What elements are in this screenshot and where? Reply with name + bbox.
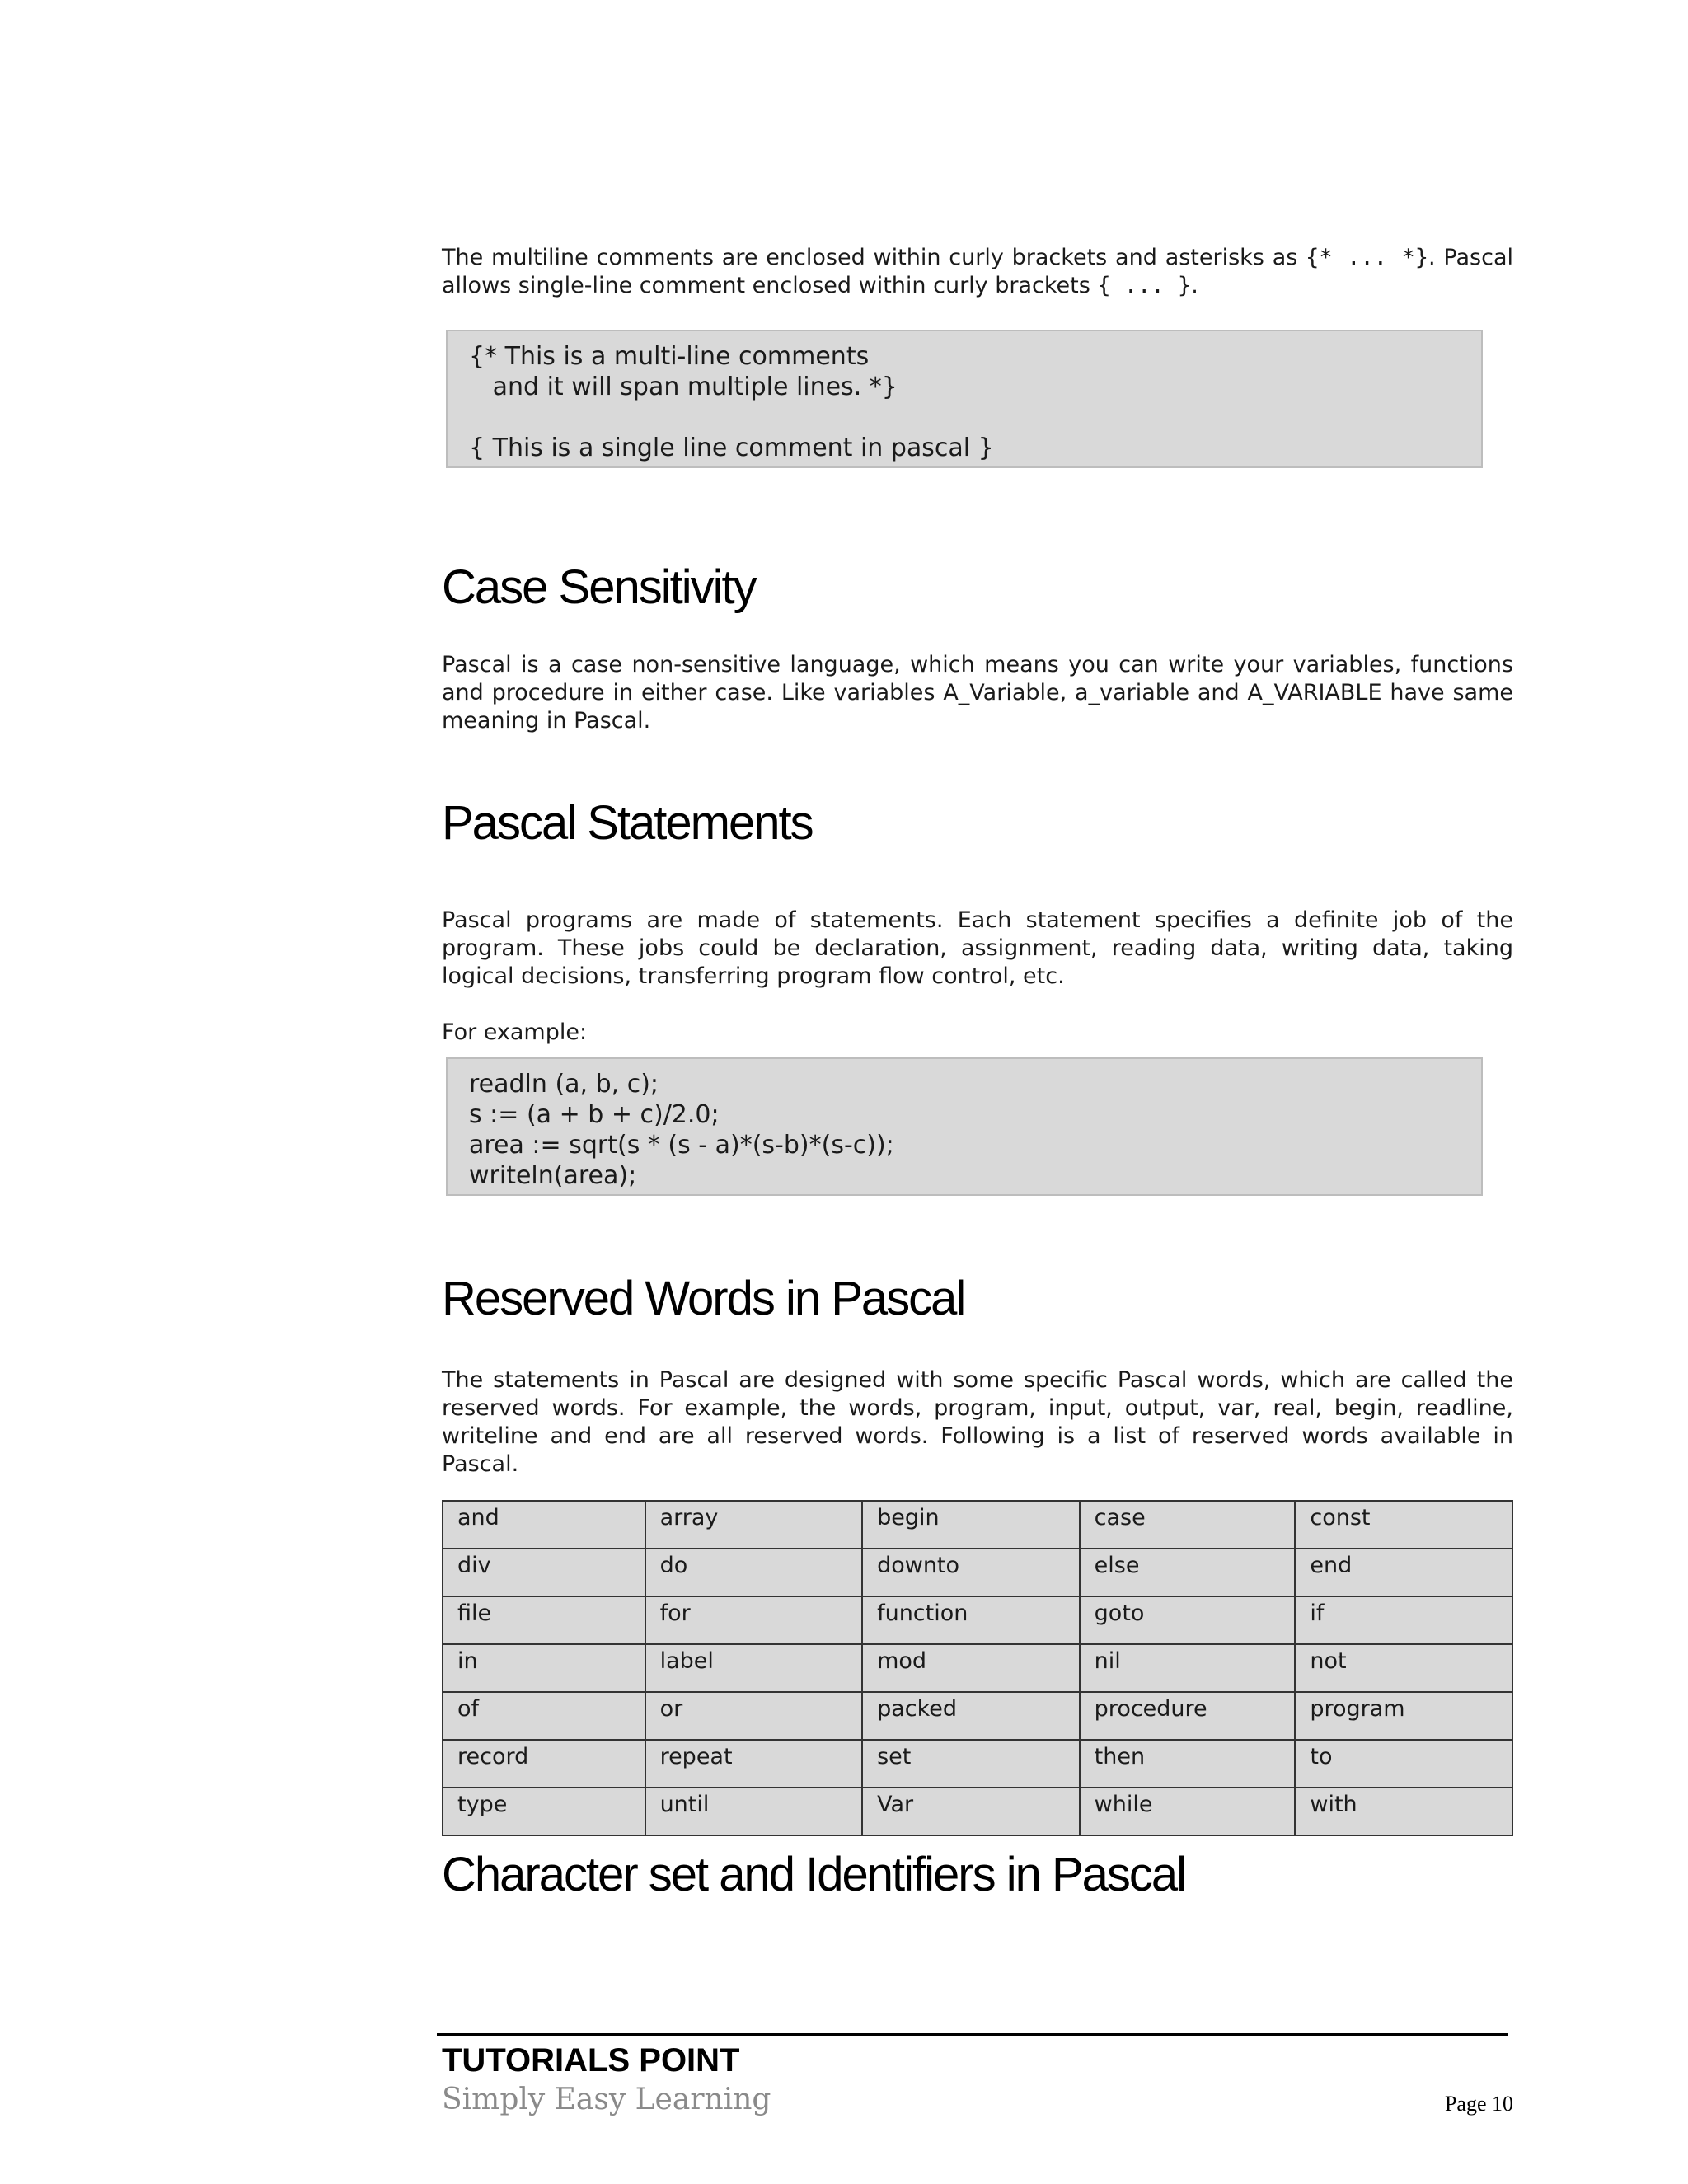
footer-brand: TUTORIALS POINT xyxy=(442,2042,740,2079)
table-cell: downto xyxy=(862,1549,1080,1596)
table-cell: packed xyxy=(862,1692,1080,1740)
table-cell: type xyxy=(443,1788,645,1835)
table-cell: Var xyxy=(862,1788,1080,1835)
example-label: For example: xyxy=(442,1019,588,1045)
case-sensitivity-paragraph: Pascal is a case non-sensitive language, which means you can write your variables, functions and procedure in either case. Like variables A_Variable, a_variable and A_VARIABLE have same meaning in Pascal. xyxy=(442,652,1513,733)
table-cell: begin xyxy=(862,1501,1080,1549)
table-row xyxy=(443,1501,1512,1549)
table-cell: procedure xyxy=(1080,1692,1296,1740)
table-cell: of xyxy=(443,1692,645,1740)
comments-code-block: {* This is a multi-line comments and it will span multiple lines. *} { This is a single line comment in pascal } xyxy=(446,330,1483,468)
table-cell: for xyxy=(645,1596,863,1644)
comments-text-2-end: . xyxy=(1191,273,1198,298)
table-cell: else xyxy=(1080,1549,1296,1596)
table-cell: not xyxy=(1295,1644,1512,1692)
comments-text-1: The multiline comments are enclosed within curly brackets and asterisks as xyxy=(442,245,1306,270)
table-row xyxy=(443,1549,1512,1596)
multiline-comment-syntax: {* ... *} xyxy=(1306,245,1428,270)
table-cell: case xyxy=(1080,1501,1296,1549)
reserved-words-table xyxy=(442,1500,1513,1836)
table-cell: repeat xyxy=(645,1740,863,1788)
table-cell: end xyxy=(1295,1549,1512,1596)
statements-code-block: readln (a, b, c); s := (a + b + c)/2.0; area := sqrt(s * (s - a)*(s-b)*(s-c)); writeln(area); xyxy=(446,1057,1483,1196)
table-cell: then xyxy=(1080,1740,1296,1788)
table-cell: with xyxy=(1295,1788,1512,1835)
table-cell: function xyxy=(862,1596,1080,1644)
statements-paragraph: Pascal programs are made of statements. Each statement specifies a definite job of the program. These jobs could be declaration, assignment, reading data, writing data, taking logical decisions, transferring program flow control, etc. xyxy=(442,907,1513,989)
document-page xyxy=(442,0,1513,2184)
table-cell: array xyxy=(645,1501,863,1549)
table-cell: program xyxy=(1295,1692,1512,1740)
footer-divider xyxy=(437,2033,1508,2036)
table-cell: and xyxy=(443,1501,645,1549)
table-cell: to xyxy=(1295,1740,1512,1788)
statements-heading: Pascal Statements xyxy=(442,796,813,850)
table-row xyxy=(443,1692,1512,1740)
reserved-words-paragraph: The statements in Pascal are designed with some specific Pascal words, which are called the reserved words. For example, the words, program, input, output, var, real, begin, readline, writeline and end are all reserved words. Following is a list of reserved words available in Pascal. xyxy=(442,1367,1513,1477)
table-cell: until xyxy=(645,1788,863,1835)
table-cell: div xyxy=(443,1549,645,1596)
table-row xyxy=(443,1644,1512,1692)
charset-heading: Character set and Identifiers in Pascal xyxy=(442,1848,1186,1901)
table-cell: label xyxy=(645,1644,863,1692)
comments-paragraph xyxy=(442,244,1513,300)
table-cell: in xyxy=(443,1644,645,1692)
page-number: Page 10 xyxy=(1444,2092,1513,2116)
table-cell: nil xyxy=(1080,1644,1296,1692)
table-cell: set xyxy=(862,1740,1080,1788)
table-cell: or xyxy=(645,1692,863,1740)
table-cell: do xyxy=(645,1549,863,1596)
single-comment-syntax: { ... } xyxy=(1097,273,1192,298)
table-cell: mod xyxy=(862,1644,1080,1692)
table-row xyxy=(443,1788,1512,1835)
table-cell: while xyxy=(1080,1788,1296,1835)
table-cell: const xyxy=(1295,1501,1512,1549)
reserved-words-heading: Reserved Words in Pascal xyxy=(442,1272,965,1325)
case-sensitivity-heading: Case Sensitivity xyxy=(442,560,756,614)
table-row xyxy=(443,1740,1512,1788)
table-cell: goto xyxy=(1080,1596,1296,1644)
comments-text-2: Pascal allows single-line comment enclosed within curly brackets xyxy=(442,245,1513,298)
footer-tagline: Simply Easy Learning xyxy=(442,2083,771,2116)
table-row xyxy=(443,1596,1512,1644)
table-cell: if xyxy=(1295,1596,1512,1644)
table-cell: file xyxy=(443,1596,645,1644)
comments-text-1-end: . xyxy=(1428,245,1436,270)
table-cell: record xyxy=(443,1740,645,1788)
